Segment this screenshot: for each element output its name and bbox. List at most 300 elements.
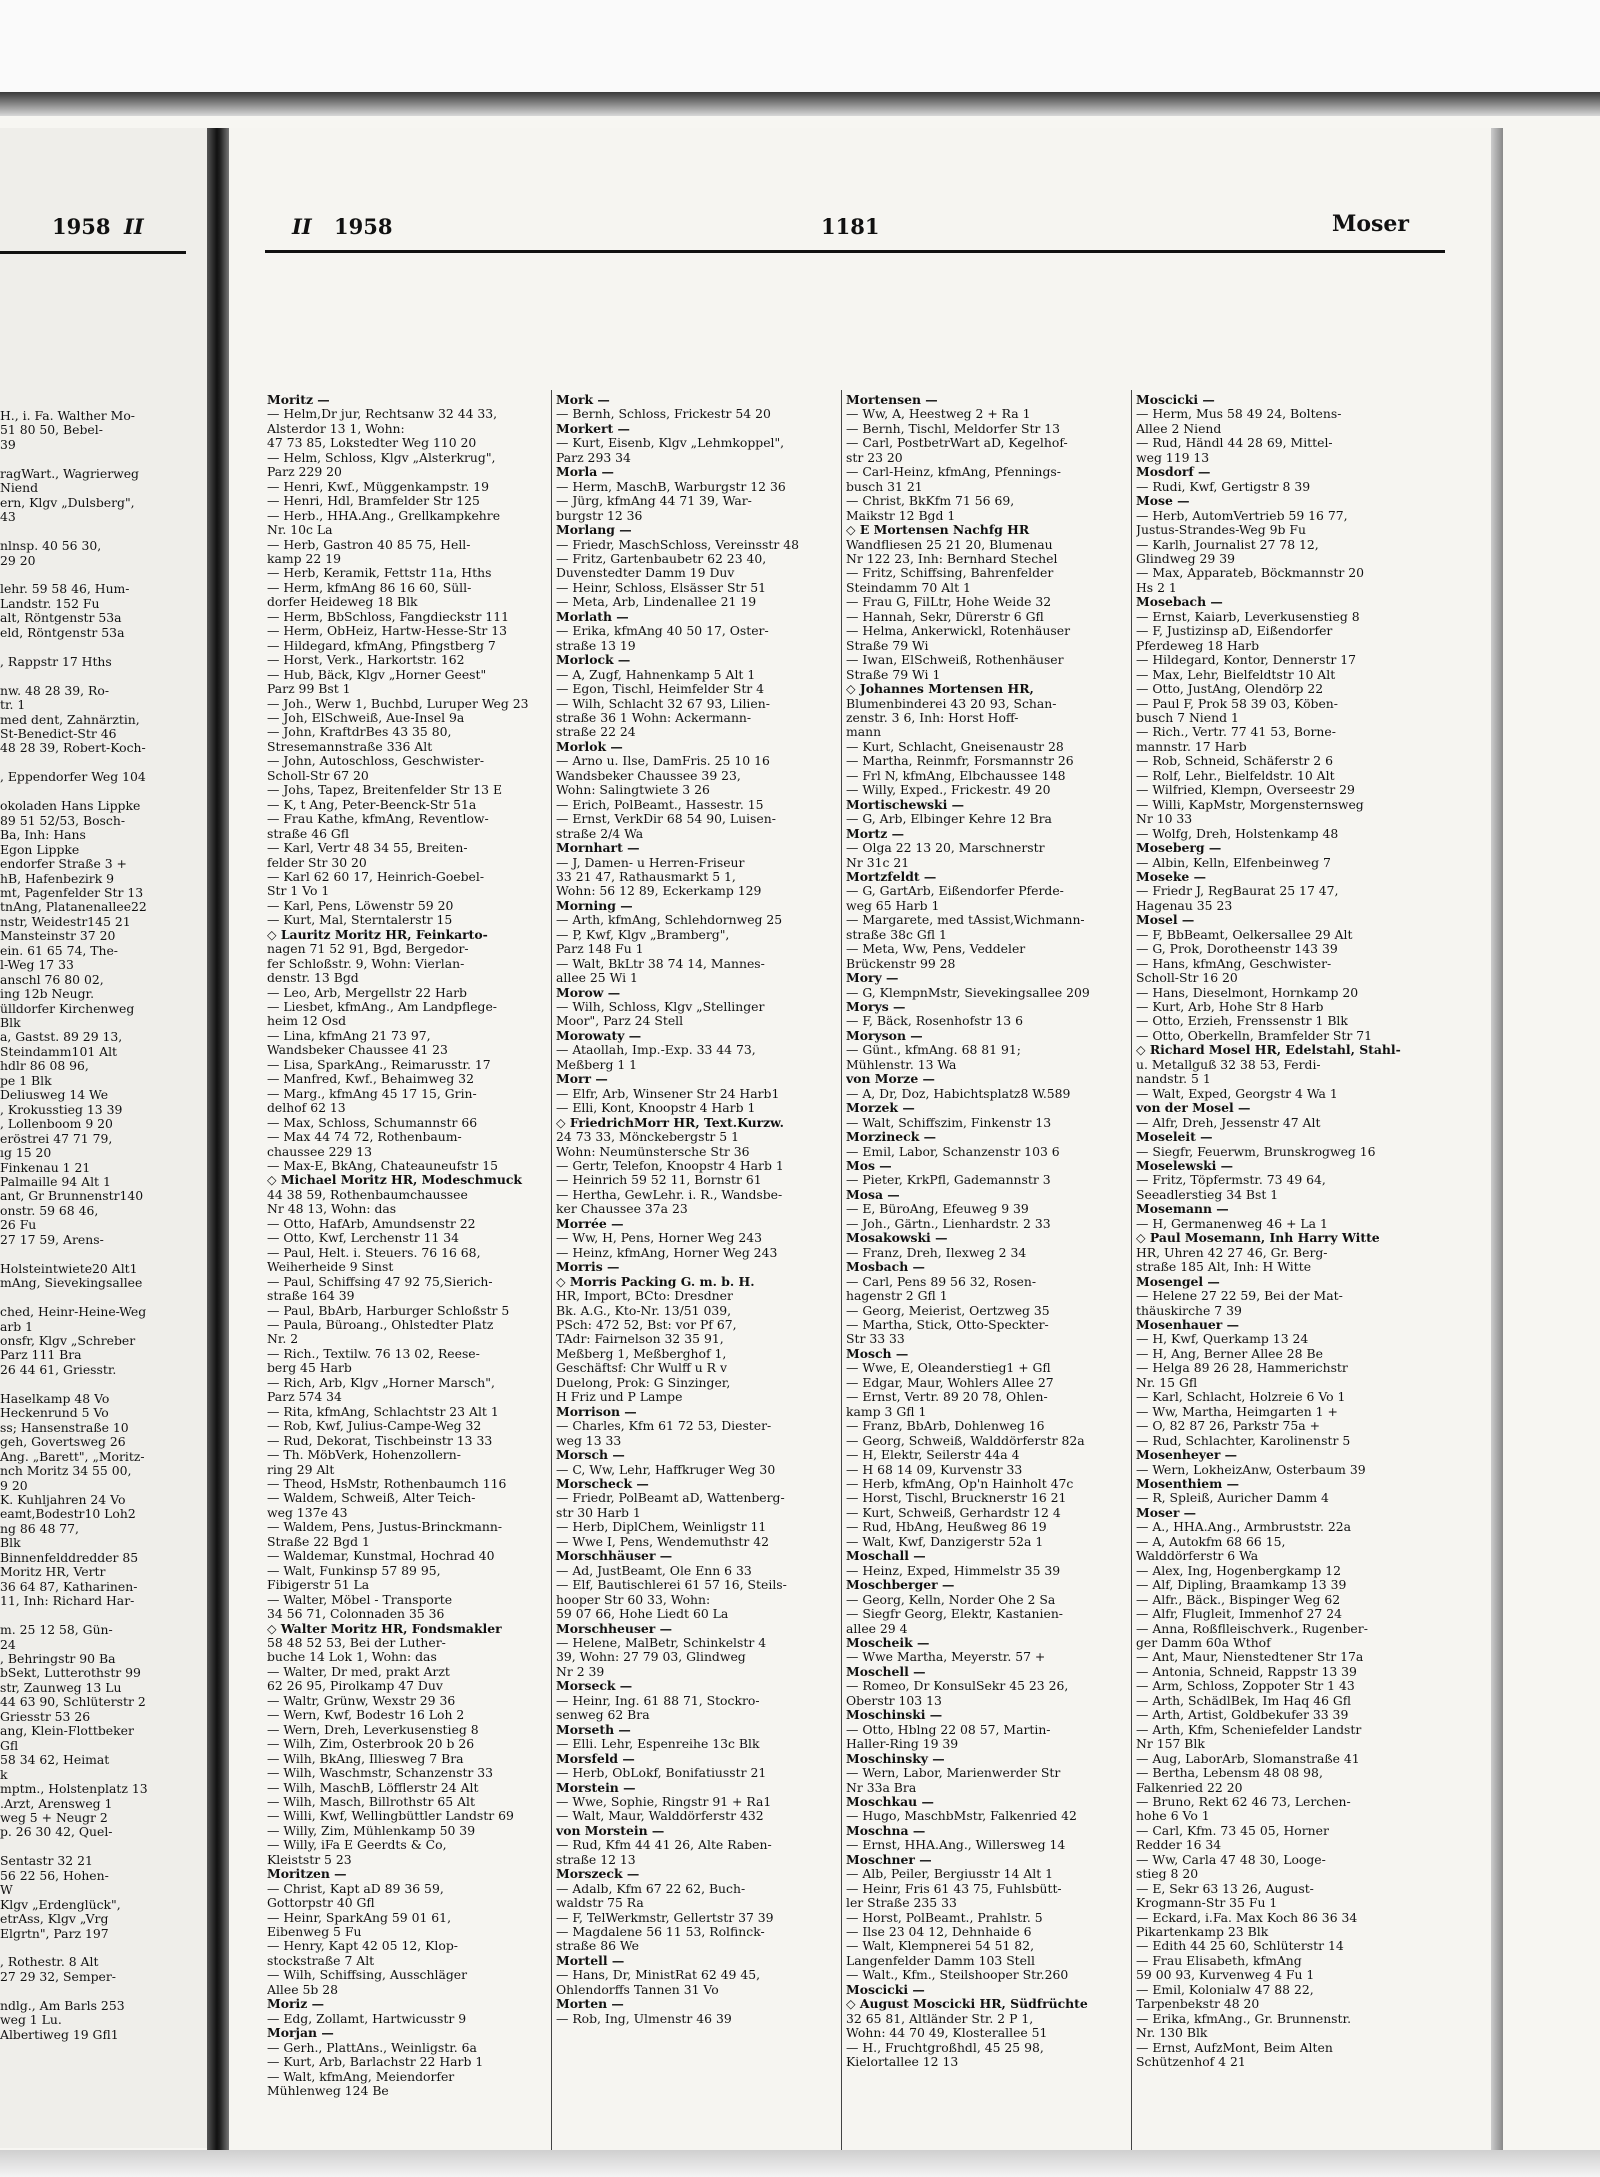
directory-entry-line: — Herm, ObHeiz, Hartw-Hesse-Str 13 — [267, 624, 507, 639]
directory-entry-line: — Waltr, Grünw, Wexstr 29 36 — [267, 1693, 456, 1708]
book-gutter — [207, 128, 229, 2158]
directory-entry-line: Hagenau 35 23 — [1136, 898, 1233, 913]
directory-entry-line: 62 26 95, Pirolkamp 47 Duv — [267, 1679, 443, 1694]
directory-entry-line: ◇ Walter Moritz HR, Fondsmakler — [267, 1621, 502, 1636]
directory-entry-line: Mosdorf — — [1136, 465, 1211, 480]
directory-entry-line: — Leo, Arb, Mergellstr 22 Harb — [267, 985, 467, 1000]
directory-entry-line: H Friz und P Lampe — [556, 1390, 683, 1405]
directory-entry-line: — Paula, Büroang., Ohlstedter Platz — [267, 1318, 494, 1332]
directory-column-3 — [846, 393, 1123, 2070]
directory-entry-line: H., i. Fa. Walther Mo- — [0, 409, 135, 423]
directory-entry-line: — Carl, PostbetrWart aD, Kegelhof- — [846, 436, 1068, 451]
directory-entry-line: ger Damm 60a Wthof — [1136, 1635, 1271, 1650]
directory-entry-line: Morseth — — [556, 1722, 631, 1737]
directory-entry-line: Alsterdor 13 1, Wohn: — [267, 421, 405, 436]
directory-entry-line: — P, Kwf, Klgv „Bramberg", — [556, 927, 730, 942]
directory-entry-line: — Friedr J, RegBaurat 25 17 47, — [1136, 884, 1339, 899]
directory-entry-line: Moschell — — [846, 1664, 926, 1679]
directory-entry-line: Nr 157 Blk — [1136, 1737, 1205, 1752]
directory-entry-line: Nr 10 33 — [1136, 812, 1193, 827]
directory-entry-line: — Lina, kfmAng 21 73 97, — [267, 1028, 431, 1043]
directory-entry-line: denstr. 13 Bgd — [267, 971, 359, 986]
directory-entry-line: — Otto, Hblng 22 08 57, Martin- — [846, 1722, 1051, 1737]
directory-entry-line: — Hildegard, Kontor, Dennerstr 17 — [1136, 653, 1357, 668]
directory-entry-line — [0, 1377, 198, 1391]
directory-entry-line: Morlock — — [556, 653, 631, 668]
directory-entry-line: — Jürg, kfmAng 44 71 39, War- — [556, 494, 752, 509]
directory-entry-line: 39 — [0, 437, 16, 452]
directory-entry-line: Mortzfeldt — — [846, 869, 937, 884]
directory-entry-line: weg 1 Lu. — [0, 2013, 62, 2028]
directory-entry-line: lehr. 59 58 46, Hum- — [0, 582, 130, 597]
directory-entry-line: — Ww, A, Heestweg 2 + Ra 1 — [846, 407, 1031, 422]
directory-entry-line: — J, Damen- u Herren-Friseur — [556, 855, 745, 870]
directory-entry-line: Morlok — — [556, 739, 623, 754]
directory-entry-line: Straße 22 Bgd 1 — [267, 1534, 370, 1549]
directory-entry-line — [0, 640, 198, 654]
directory-entry-line: — H, Elektr, Seilerstr 44a 4 — [846, 1448, 1020, 1463]
directory-entry-line: — Rich., Vertr. 77 41 53, Borne- — [1136, 725, 1336, 740]
directory-entry-line — [0, 1941, 198, 1955]
directory-entry-line: — Henry, Kapt 42 05 12, Klop- — [267, 1939, 458, 1954]
directory-entry-line: Moschinsky — — [846, 1751, 945, 1766]
directory-entry-line: — Heinr, Schloss, Elsässer Str 51 — [556, 580, 767, 595]
directory-entry-line: — Arth, SchädlBek, Im Haq 46 Gfl — [1136, 1693, 1352, 1708]
directory-entry-line: — Heinr, SparkAng 59 01 61, — [267, 1910, 452, 1925]
directory-entry-line: hohe 6 Vo 1 — [1136, 1809, 1210, 1824]
directory-entry-line: — Paul F, Prok 58 39 03, Köben- — [1136, 696, 1338, 711]
directory-entry-line: Ohlendorffs Tannen 31 Vo — [556, 1982, 719, 1997]
directory-entry-line: okoladen Hans Lippke — [0, 799, 141, 814]
directory-entry-line: — C, Ww, Lehr, Haffkruger Weg 30 — [556, 1462, 776, 1477]
directory-entry-line: — Theod, HsMstr, Rothenbaumch 116 — [267, 1476, 507, 1491]
directory-entry-line: a, Gastst. 89 29 13, — [0, 1030, 123, 1045]
directory-entry-line: mannstr. 17 Harb — [1136, 739, 1247, 754]
directory-entry-line: — Heinr, Fris 61 43 75, Fuhlsbütt- — [846, 1881, 1062, 1896]
directory-entry-line: — Wilh, Schiffsing, Ausschläger — [267, 1968, 468, 1983]
directory-entry-line: — Kurt, Schweiß, Gerhardstr 12 4 — [846, 1505, 1061, 1520]
directory-entry-line: Haselkamp 48 Vo — [0, 1391, 110, 1406]
directory-entry-line: — Rich, Arb, Klgv „Horner Marsch", — [267, 1375, 495, 1390]
directory-column-4 — [1136, 393, 1418, 2070]
directory-entry-line: — Franz, Dreh, Ilexweg 2 34 — [846, 1245, 1027, 1260]
directory-entry-line: , Eppendorfer Weg 104 — [0, 770, 146, 785]
directory-entry-line: — Bernh, Tischl, Meldorfer Str 13 — [846, 421, 1061, 436]
directory-entry-line: Egon Lippke — [0, 842, 80, 857]
directory-entry-line: — Max 44 74 72, Rothenbaum- — [267, 1130, 462, 1145]
directory-entry-line — [0, 669, 198, 683]
directory-entry-line: weg 65 Harb 1 — [846, 898, 940, 913]
directory-entry-line: Parz 99 Bst 1 — [267, 682, 351, 697]
directory-entry-line: — Otto, Oberkelln, Bramfelder Str 71 — [1136, 1028, 1373, 1043]
directory-entry-line: — John, KraftdrBes 43 35 80, — [267, 725, 452, 740]
directory-entry-line: — Ant, Maur, Nienstedtener Str 17a — [1136, 1650, 1364, 1665]
directory-entry-line: — Helm,Dr jur, Rechtsanw 32 44 33, — [267, 407, 498, 422]
directory-entry-line: — Joh., Werw 1, Buchbd, Luruper Weg 23 — [267, 696, 529, 711]
directory-entry-line: ndlg., Am Barls 253 — [0, 1998, 125, 2013]
directory-entry-line: Steindamm 70 Alt 1 — [846, 580, 971, 595]
directory-entry-line: — Wwe Martha, Meyerstr. 57 + — [846, 1650, 1046, 1665]
directory-entry-line: weg 5 + Neugr 2 — [0, 1810, 108, 1825]
directory-entry-line: Moseleit — — [1136, 1130, 1213, 1145]
directory-entry-line: — F, Justizinsp aD, Eißendorfer — [1136, 624, 1333, 639]
directory-entry-line: Mosch — — [846, 1346, 909, 1361]
directory-entry-line: nlnsp. 40 56 30, — [0, 539, 102, 554]
directory-entry-line: mAng, Sievekingsallee — [0, 1276, 143, 1291]
directory-entry-line: — Otto, Erzieh, Frenssenstr 1 Blk — [1136, 1014, 1348, 1029]
directory-entry-line: str 23 20 — [846, 450, 903, 465]
directory-entry-line: weg 119 13 — [1136, 450, 1210, 465]
directory-entry-line: Seeadlerstieg 34 Bst 1 — [1136, 1187, 1279, 1202]
directory-entry-line: hB, Hafenbezirk 9 — [0, 871, 115, 886]
directory-entry-line: — Meta, Ww, Pens, Veddeler — [846, 942, 1026, 957]
directory-entry-line: l-Weg 17 33 — [0, 958, 74, 973]
directory-entry-line: — Wilh, Schloss, Klgv „Stellinger — [556, 1000, 765, 1015]
directory-entry-line: — Hans, Dr, MinistRat 62 49 45, — [556, 1968, 761, 1983]
directory-entry-line: 47 73 85, Lokstedter Weg 110 20 — [267, 436, 477, 451]
directory-entry-line: straße 12 13 — [556, 1852, 636, 1867]
directory-entry-line: — Helene 27 22 59, Bei der Mat- — [1136, 1289, 1343, 1304]
directory-entry-line: Bk. A.G., Kto-Nr. 13/51 039, — [556, 1303, 732, 1318]
directory-entry-line: — Karl, Schlacht, Holzreie 6 Vo 1 — [1136, 1390, 1346, 1405]
directory-entry-line: Parz 148 Fu 1 — [556, 942, 644, 957]
directory-entry-line: — Walter, Möbel - Transporte — [267, 1592, 453, 1607]
directory-entry-line: Geschäftsf: Chr Wulff u R v — [556, 1361, 727, 1376]
directory-entry-line: — Christ, BkKfm 71 56 69, — [846, 494, 1015, 509]
directory-entry-line: Deliusweg 14 We — [0, 1088, 109, 1103]
directory-entry-line: — A, Zugf, Hahnenkamp 5 Alt 1 — [556, 667, 756, 682]
directory-entry-line: — Elf, Bautischlerei 61 57 16, Steils- — [556, 1578, 787, 1593]
directory-entry-line: — Hildegard, kfmAng, Pfingstberg 7 — [267, 638, 496, 653]
directory-entry-line: — Eckard, i.Fa. Max Koch 86 36 34 — [1136, 1910, 1358, 1925]
directory-entry-line: — Elli, Kont, Knoopstr 4 Harb 1 — [556, 1101, 756, 1116]
directory-entry-line: Mosengel — — [1136, 1274, 1220, 1289]
directory-entry-line: Morlang — — [556, 523, 632, 538]
directory-entry-line: — Heinrich 59 52 11, Bornstr 61 — [556, 1173, 762, 1188]
directory-entry-line: W — [0, 1883, 13, 1898]
directory-entry-line: Moser — — [1136, 1505, 1197, 1520]
directory-entry-line: 11, Inh: Richard Har- — [0, 1594, 135, 1609]
directory-entry-line: 26 44 61, Griesstr. — [0, 1362, 117, 1377]
directory-entry-line: Moselewski — — [1136, 1159, 1234, 1174]
directory-entry-line: ◇ FriedrichMorr HR, Text.Kurzw. — [556, 1115, 784, 1130]
directory-entry-line: — Waldemar, Kunstmal, Hochrad 40 — [267, 1549, 495, 1564]
directory-entry-line: — Alfr., Bäck., Bispinger Weg 62 — [1136, 1592, 1341, 1607]
directory-entry-line: eröstrei 47 71 79, — [0, 1131, 113, 1146]
directory-entry-line: weg 13 33 — [556, 1433, 622, 1448]
directory-entry-line: Walddörferstr 6 Wa — [1136, 1549, 1259, 1564]
directory-entry-line: — John, Autoschloss, Geschwister- — [267, 754, 485, 769]
directory-entry-line: — Walt, Funkinsp 57 89 95, — [267, 1563, 441, 1578]
directory-entry-line: Moscheik — — [846, 1635, 930, 1650]
directory-entry-line: ein. 61 65 74, The- — [0, 943, 118, 958]
directory-entry-line: Str 1 Vo 1 — [267, 884, 330, 899]
directory-entry-line: dorfer Heideweg 18 Blk — [267, 595, 418, 610]
directory-entry-line: berg 45 Harb — [267, 1361, 352, 1376]
directory-entry-line: — Wern, LokheizAnw, Osterbaum 39 — [1136, 1462, 1366, 1477]
directory-entry-line: — Erich, PolBeamt., Hassestr. 15 — [556, 797, 764, 812]
directory-entry-line: HR, Import, BCto: Dresdner — [556, 1289, 733, 1304]
directory-entry-line: bSekt, Lutterothstr 99 — [0, 1666, 141, 1681]
directory-entry-line: straße 2/4 Wa — [556, 826, 644, 841]
directory-entry-line: — Alf, Dipling, Braamkamp 13 39 — [1136, 1578, 1347, 1593]
directory-entry-line — [0, 1247, 198, 1261]
directory-entry-line: eamt,Bodestr10 Loh2 — [0, 1507, 136, 1522]
directory-entry-line: — Siegfr, Feuerwm, Brunskrogweg 16 — [1136, 1144, 1376, 1159]
directory-entry-line: — Wern, Labor, Marienwerder Str — [846, 1766, 1061, 1781]
directory-entry-line: — Heinz, Exped, Himmelstr 35 39 — [846, 1563, 1061, 1578]
directory-entry-line: — Ww, Martha, Heimgarten 1 + — [1136, 1404, 1338, 1419]
directory-entry-line: kamp 3 Gfl 1 — [846, 1404, 927, 1419]
directory-entry-line: 34 56 71, Colonnaden 35 36 — [267, 1607, 445, 1622]
directory-entry-line: Moriz — — [267, 1997, 324, 2012]
directory-entry-line: ◇ Johannes Mortensen HR, — [846, 682, 1034, 697]
directory-entry-line: Fibigerstr 51 La — [267, 1578, 370, 1593]
directory-entry-line: Allee 5b 28 — [267, 1982, 338, 1997]
directory-entry-line: med dent, Zahnärztin, — [0, 712, 140, 727]
directory-entry-line: — Kurt, Eisenb, Klgv „Lehmkoppel", — [556, 436, 785, 451]
directory-entry-line: Klgv „Erdenglück", — [0, 1897, 121, 1912]
directory-entry-line: — Karl, Pens, Löwenstr 59 20 — [267, 898, 454, 913]
directory-entry-line: — Max-E, BkAng, Chateauneufstr 15 — [267, 1159, 499, 1174]
directory-entry-line: Morschhäuser — — [556, 1549, 673, 1564]
directory-entry-line: — Edg, Zollamt, Hartwicusstr 9 — [267, 2011, 467, 2026]
directory-entry-line: nch Moritz 34 55 00, — [0, 1464, 132, 1479]
directory-entry-line: m. 25 12 58, Gün- — [0, 1623, 113, 1638]
directory-entry-line: p. 26 30 42, Quel- — [0, 1825, 113, 1840]
directory-entry-line: Justus-Strandes-Weg 9b Fu — [1136, 523, 1306, 538]
directory-entry-line: — Herb, kfmAng, Op'n Hainholt 47c — [846, 1476, 1074, 1491]
directory-entry-line: — Georg, Meierist, Oertzweg 35 — [846, 1303, 1050, 1318]
directory-entry-line: arb 1 — [0, 1319, 34, 1334]
column-divider-1 — [551, 390, 552, 2158]
directory-entry-line: Oberstr 103 13 — [846, 1693, 942, 1708]
directory-entry-line: — Emil, Labor, Schanzenstr 103 6 — [846, 1144, 1060, 1159]
directory-entry-line: 24 73 33, Mönckebergstr 5 1 — [556, 1130, 739, 1145]
directory-entry-line: 44 63 90, Schlüterstr 2 — [0, 1695, 146, 1710]
directory-entry-line: Straße 79 Wi — [846, 638, 929, 653]
directory-entry-line — [0, 568, 198, 582]
directory-entry-line: Nr 31c 21 — [846, 855, 910, 870]
directory-entry-line: 27 17 59, Arens- — [0, 1232, 104, 1247]
directory-entry-line: — K, t Ang, Peter-Beenck-Str 51a — [267, 797, 477, 812]
directory-entry-line: etrAss, Klgv „Vrg — [0, 1912, 109, 1927]
directory-entry-line: 43 — [0, 510, 16, 525]
directory-entry-line: — Hertha, GewLehr. i. R., Wandsbe- — [556, 1187, 783, 1202]
directory-entry-line: — G, KlempnMstr, Sievekingsallee 209 — [846, 985, 1090, 1000]
directory-entry-line: von Morstein — — [556, 1823, 665, 1838]
directory-entry-line: Duelong, Prok: G Sinzinger, — [556, 1375, 731, 1390]
directory-entry-line: Parz 229 20 — [267, 465, 342, 480]
directory-entry-line: — Hans, Dieselmont, Hornkamp 20 — [1136, 985, 1359, 1000]
directory-entry-line: straße 36 1 Wohn: Ackermann- — [556, 710, 752, 725]
directory-entry-line: — Alfr, Flugleit, Immenhof 27 24 — [1136, 1607, 1342, 1622]
directory-entry-line: — H, Ang, Berner Allee 28 Be — [1136, 1346, 1323, 1361]
directory-entry-line: ang, Klein-Flottbeker — [0, 1724, 134, 1739]
directory-entry-line: — Rolf, Lehr., Bielfeldstr. 10 Alt — [1136, 768, 1335, 783]
directory-entry-line: str 30 Harb 1 — [556, 1505, 641, 1520]
directory-entry-line: — F, BbBeamt, Oelkersallee 29 Alt — [1136, 927, 1353, 942]
directory-entry-line: — Carl, Kfm. 73 45 05, Horner — [1136, 1823, 1329, 1838]
directory-entry-line: Eibenweg 5 Fu — [267, 1925, 362, 1940]
directory-entry-line: — Henri, Hdl, Bramfelder Str 125 — [267, 494, 480, 509]
directory-entry-line: — Hans, kfmAng, Geschwister- — [1136, 956, 1332, 971]
directory-entry-line: — G, GartArb, Eißendorfer Pferde- — [846, 884, 1064, 899]
directory-entry-line: — Antonia, Schneid, Rappstr 13 39 — [1136, 1664, 1357, 1679]
directory-entry-line: senweg 62 Bra — [556, 1708, 650, 1723]
directory-entry-line: — Carl-Heinz, kfmAng, Pfennings- — [846, 465, 1061, 480]
directory-entry-line: von der Mosel — — [1136, 1101, 1251, 1116]
directory-entry-line: — Heinz, kfmAng, Horner Weg 243 — [556, 1245, 778, 1260]
left-header-rule — [0, 251, 186, 254]
directory-entry-line: endorfer Straße 3 + — [0, 857, 127, 872]
directory-entry-line: — Arth, Kfm, Scheniefelder Landstr — [1136, 1722, 1362, 1737]
directory-entry-line: , Rappstr 17 Hths — [0, 654, 112, 669]
directory-entry-line: heim 12 Osd — [267, 1014, 347, 1029]
directory-entry-line: geh, Govertsweg 26 — [0, 1435, 126, 1450]
directory-entry-line: Ba, Inh: Hans — [0, 828, 86, 843]
directory-entry-line: , Krokusstieg 13 39 — [0, 1102, 123, 1117]
directory-entry-line: — Rob, Ing, Ulmenstr 46 39 — [556, 2011, 732, 2026]
directory-entry-line: — Paul, Helt. i. Steuers. 76 16 68, — [267, 1245, 481, 1260]
directory-entry-line: — Friedr, MaschSchloss, Vereinsstr 48 — [556, 537, 799, 552]
directory-entry-line: — Emil, Kolonialw 47 88 22, — [1136, 1982, 1314, 1997]
directory-entry-line: — Wilh, MaschB, Löfflerstr 24 Alt — [267, 1780, 479, 1795]
directory-entry-line: — Franz, BbArb, Dohlenweg 16 — [846, 1419, 1045, 1434]
directory-entry-line: — Fritz, Gartenbaubetr 62 23 40, — [556, 551, 767, 566]
directory-entry-line: — Walt, Schiffszim, Finkenstr 13 — [846, 1115, 1052, 1130]
directory-entry-line: ◇ Richard Mosel HR, Edelstahl, Stahl- — [1136, 1043, 1401, 1058]
directory-entry-line: Moseke — — [1136, 869, 1207, 884]
directory-entry-line: Morjan — — [267, 2026, 334, 2041]
directory-entry-line: — Paul, Schiffsing 47 92 75,Sierich- — [267, 1274, 493, 1289]
directory-entry-line: — Rita, kfmAng, Schlachtstr 23 Alt 1 — [267, 1404, 499, 1419]
directory-entry-line: ring 29 Alt — [267, 1462, 335, 1477]
directory-entry-line: — Georg, Schweiß, Walddörferstr 82a — [846, 1433, 1085, 1448]
directory-entry-line: Hs 2 1 — [1136, 580, 1177, 595]
directory-entry-line: 58 34 62, Heimat — [0, 1753, 110, 1768]
directory-entry-line: — Herm, BbSchloss, Fangdieckstr 111 — [267, 609, 510, 624]
directory-entry-line: ◇ August Moscicki HR, Südfrüchte — [846, 1997, 1088, 2012]
directory-entry-line: ıg 15 20 — [0, 1146, 52, 1161]
directory-entry-line: Redder 16 34 — [1136, 1838, 1222, 1853]
directory-entry-line: Niend — [0, 481, 39, 496]
directory-entry-line: Mosbach — — [846, 1260, 925, 1275]
directory-entry-line: — Georg, Kelln, Norder Ohe 2 Sa — [846, 1592, 1056, 1607]
directory-entry-line: mptm., Holstenplatz 13 — [0, 1782, 148, 1797]
directory-entry-line: Nr. 15 Gfl — [1136, 1375, 1198, 1390]
directory-entry-line: — Alb, Peiler, Bergiusstr 14 Alt 1 — [846, 1867, 1054, 1882]
directory-entry-line: — Rud, Händl 44 28 69, Mittel- — [1136, 436, 1333, 451]
directory-entry-line: Scholl-Str 67 20 — [267, 768, 369, 783]
column-divider-2 — [841, 390, 842, 2158]
directory-entry-line: 58 48 52 53, Bei der Luther- — [267, 1635, 446, 1650]
directory-entry-line: — Bruno, Rekt 62 46 73, Lerchen- — [1136, 1794, 1351, 1809]
directory-entry-line: — Joh., Gärtn., Lienhardstr. 2 33 — [846, 1216, 1051, 1231]
directory-entry-line: — Willy, iFa E Geerdts & Co, — [267, 1838, 447, 1853]
directory-entry-line: mt, Pagenfelder Str 13 — [0, 885, 144, 900]
directory-entry-line: — Walt., Kfm., Steilshooper Str.260 — [846, 1968, 1069, 1983]
directory-entry-line: — Karlh, Journalist 27 78 12, — [1136, 537, 1319, 552]
directory-entry-line: Allee 2 Niend — [1136, 421, 1222, 436]
directory-entry-line: Morkert — — [556, 421, 630, 436]
directory-entry-line: Griesstr 53 26 — [0, 1709, 91, 1724]
directory-entry-line: burgstr 12 36 — [556, 508, 643, 523]
directory-entry-line: — Bertha, Lebensm 48 08 98, — [1136, 1766, 1323, 1781]
directory-entry-line: Mortell — — [556, 1953, 625, 1968]
directory-entry-line: Blk — [0, 1536, 21, 1551]
directory-entry-line: , Lollenboom 9 20 — [0, 1117, 113, 1132]
directory-entry-line: ◇ E Mortensen Nachfg HR — [846, 523, 1030, 538]
directory-entry-line: stockstraße 7 Alt — [267, 1953, 375, 1968]
directory-entry-line: anschl 76 80 02, — [0, 972, 104, 987]
directory-entry-line: Palmaille 94 Alt 1 — [0, 1175, 111, 1190]
directory-entry-line: Langenfelder Damm 103 Stell — [846, 1953, 1035, 1968]
directory-entry-line: ing 12b Neugr. — [0, 987, 95, 1002]
header-rule — [265, 250, 1445, 253]
directory-entry-line: Mortischewski — — [846, 797, 964, 812]
directory-entry-line: — Walt, Klempnerei 54 51 82, — [846, 1939, 1035, 1954]
directory-entry-line: Ang. „Barett", „Moritz- — [0, 1449, 145, 1464]
directory-entry-line: ker Chaussee 37a 23 — [556, 1202, 688, 1217]
directory-entry-line: Morstein — — [556, 1780, 636, 1795]
directory-entry-line: — H 68 14 09, Kurvenstr 33 — [846, 1462, 1023, 1477]
directory-entry-line: — Wwe, E, Oleanderstieg1 + Gfl — [846, 1361, 1051, 1376]
directory-entry-line: Blumenbinderei 43 20 93, Schan- — [846, 696, 1057, 711]
directory-entry-line: — Herb, DiplChem, Weinligstr 11 — [556, 1520, 767, 1535]
directory-entry-line: Duvenstedter Damm 19 Duv — [556, 566, 735, 581]
directory-entry-line: ss; Hansenstraße 10 — [0, 1420, 129, 1435]
directory-entry-line: ülldorfer Kirchenweg — [0, 1001, 135, 1016]
directory-entry-line: Brückenstr 99 28 — [846, 956, 956, 971]
directory-entry-line: felder Str 30 20 — [267, 855, 367, 870]
directory-entry-line: Morszeck — — [556, 1867, 640, 1882]
directory-entry-line: Pikartenkamp 23 Blk — [1136, 1925, 1269, 1940]
directory-entry-line: Moscicki — — [1136, 393, 1215, 407]
directory-entry-line: Schützenhof 4 21 — [1136, 2055, 1246, 2070]
directory-entry-line: — F, TelWerkmstr, Gellertstr 37 39 — [556, 1910, 774, 1925]
directory-entry-line: — E, BüroAng, Efeuweg 9 39 — [846, 1202, 1029, 1217]
directory-entry-line: — Liesbet, kfmAng., Am Landpflege- — [267, 1000, 497, 1015]
directory-entry-line: hooper Str 60 33, Wohn: — [556, 1592, 711, 1607]
directory-entry-line: Morseck — — [556, 1679, 633, 1694]
directory-entry-line: — Wwe, Sophie, Ringstr 91 + Ra1 — [556, 1794, 772, 1809]
directory-entry-line: delhof 62 13 — [267, 1101, 346, 1116]
directory-entry-line: — Arth, kfmAng, Schlehdornweg 25 — [556, 913, 783, 928]
directory-entry-line: — G, Arb, Elbinger Kehre 12 Bra — [846, 812, 1052, 827]
directory-entry-line: Moritz HR, Vertr — [0, 1565, 106, 1580]
directory-entry-line: — Max, Lehr, Bielfeldtstr 10 Alt — [1136, 667, 1336, 682]
directory-entry-line: Moor", Parz 24 Stell — [556, 1014, 684, 1029]
directory-entry-line: 33 21 47, Rathausmarkt 5 1, — [556, 869, 736, 884]
directory-entry-line: — Henri, Kwf., Müggenkampstr. 19 — [267, 479, 489, 494]
directory-entry-line: — Elfr, Arb, Winsener Str 24 Harb1 — [556, 1086, 780, 1101]
page-year: 1958 — [334, 214, 393, 239]
directory-entry-line: straße 185 Alt, Inh: H Witte — [1136, 1260, 1312, 1275]
directory-entry-line: Wandsbeker Chaussee 41 23 — [267, 1043, 448, 1058]
directory-entry-line: ched, Heinr-Heine-Weg — [0, 1305, 147, 1320]
directory-entry-line: — Romeo, Dr KonsulSekr 45 23 26, — [846, 1679, 1069, 1694]
directory-entry-line: — Walt, kfmAng, Meiendorfer — [267, 2069, 455, 2084]
directory-entry-line: — Joh, ElSchweiß, Aue-Insel 9a — [267, 710, 465, 725]
directory-entry-line: Meßberg 1, Meßberghof 1, — [556, 1346, 727, 1361]
directory-entry-line: — Hugo, MaschbMstr, Falkenried 42 — [846, 1809, 1077, 1824]
directory-entry-line: Pferdeweg 18 Harb — [1136, 638, 1260, 653]
directory-entry-line: Moschall — — [846, 1549, 926, 1564]
directory-entry-line: — Rich., Textilw. 76 13 02, Reese- — [267, 1346, 480, 1361]
directory-entry-line: Mühlenweg 124 Be — [267, 2084, 389, 2099]
directory-entry-line: Morrée — — [556, 1216, 624, 1231]
